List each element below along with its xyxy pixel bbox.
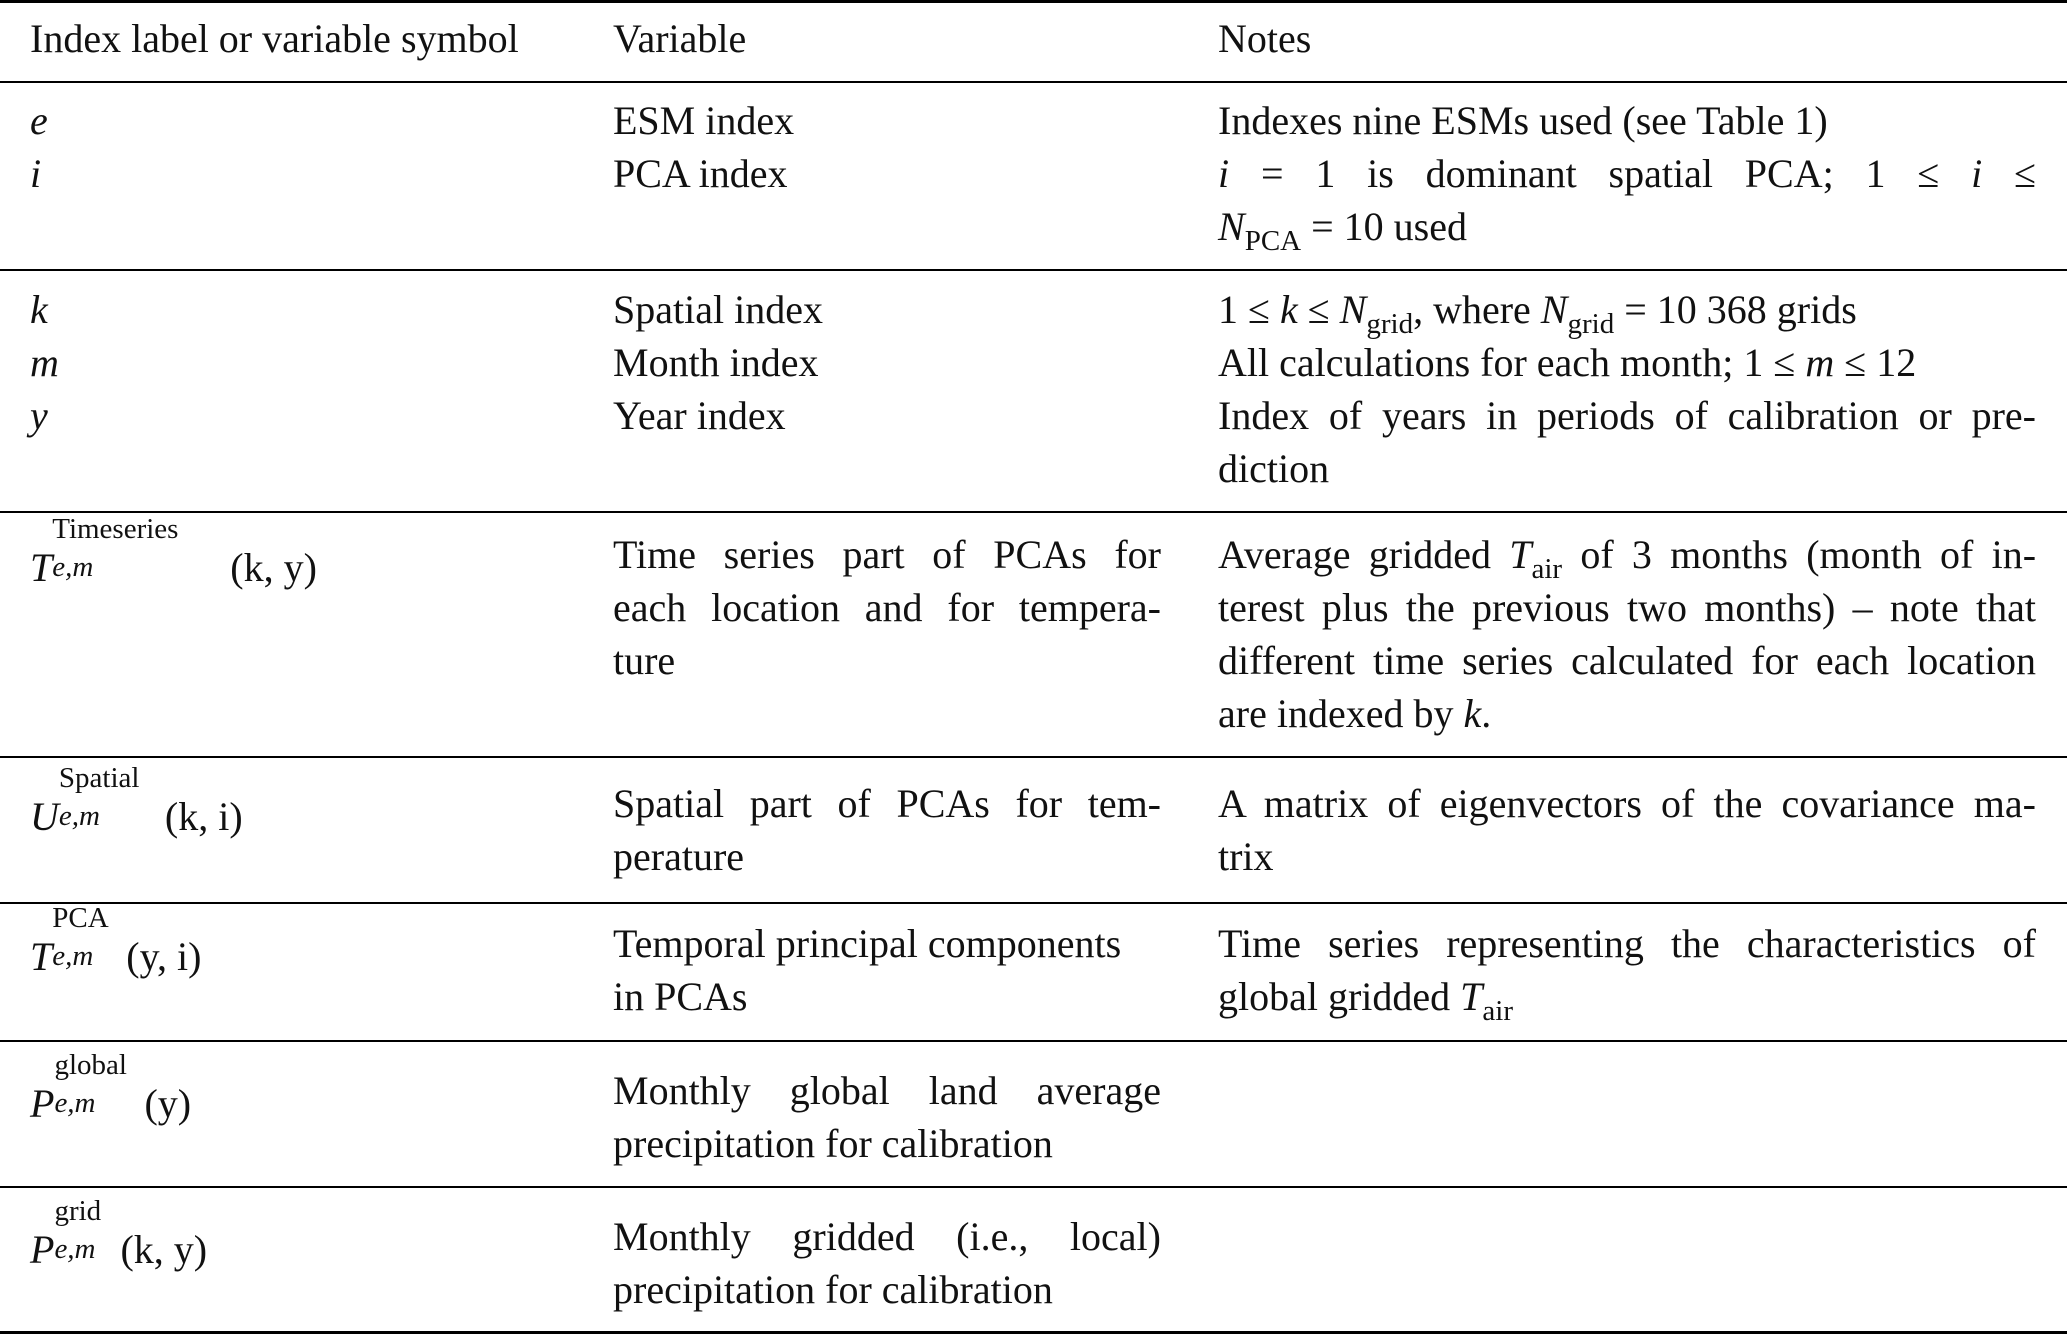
row-i-symbol: i — [30, 151, 42, 196]
row-m-symbol: m — [30, 340, 59, 385]
row-y-notes-line2: diction — [1218, 446, 1330, 491]
row-e-notes: Indexes nine ESMs used (see Table 1) — [1218, 98, 1828, 143]
row-t-pca-notes-line2: global gridded $T_{air}$ — [1218, 974, 1514, 1027]
row-k-symbol: k — [30, 287, 48, 332]
row-k-notes: $1 \le k \le N_{grid}$, where $N_{grid} = 10$ 368 grids — [1218, 287, 1857, 340]
row-k-variable: Spatial index — [613, 287, 823, 332]
row-t-pca-variable-line1: Temporal principal components — [613, 921, 1122, 966]
row-p-global-variable-line2: precipitation for calibration — [613, 1121, 1053, 1166]
header-notes: Notes — [1218, 16, 1312, 61]
row-t-pca-notes-line1: Time series representing the characteristics of — [1218, 921, 2036, 966]
row-t-timeseries-notes-line4: are indexed by k. — [1218, 691, 1492, 736]
group-rule-2 — [0, 511, 2067, 513]
row-p-grid-variable-line1: Monthly gridded (i.e., local) — [613, 1214, 1161, 1259]
group-rule-1 — [0, 269, 2067, 271]
row-m-notes: All calculations for each month; 1 ≤ m ≤ 12 — [1218, 340, 1917, 385]
row-p-global-variable-line1: Monthly global land average — [613, 1068, 1161, 1113]
header-index-label: Index label or variable symbol — [30, 16, 519, 61]
row-y-symbol: y — [30, 393, 48, 438]
group-rule-4 — [0, 902, 2067, 904]
row-t-timeseries-variable-line1: Time series part of PCAs for — [613, 532, 1161, 577]
row-p-grid-variable-line2: precipitation for calibration — [613, 1267, 1053, 1312]
row-u-spatial-variable-line2: perature — [613, 834, 745, 879]
row-t-timeseries-symbol: T Timeseries e,m (k, y) — [30, 513, 317, 590]
row-u-spatial-notes-line2: trix — [1218, 834, 1274, 879]
header-rule — [0, 81, 2067, 83]
row-y-notes-line1: Index of years in periods of calibration or pre- — [1218, 393, 2036, 438]
row-t-timeseries-notes-line1: Average gridded $T_{air}$ of 3 months (month of in- — [1218, 532, 2037, 585]
row-t-pca-variable-line2: in PCAs — [613, 974, 748, 1019]
group-rule-3 — [0, 756, 2067, 758]
header-variable: Variable — [613, 16, 747, 61]
table-bottom-rule — [0, 1331, 2067, 1334]
row-e-variable: ESM index — [613, 98, 795, 143]
group-rule-5 — [0, 1040, 2067, 1042]
row-i-notes-line1: i = 1 is dominant spatial PCA; 1 ≤ i ≤ — [1218, 151, 2037, 196]
row-t-timeseries-notes-line3: different time series calculated for each location — [1218, 638, 2036, 683]
row-p-grid-symbol: P grid e,m (k, y) — [30, 1195, 208, 1272]
row-u-spatial-symbol: U Spatial e,m (k, i) — [30, 762, 243, 839]
row-e-symbol: e — [30, 98, 48, 143]
row-m-variable: Month index — [613, 340, 819, 385]
row-u-spatial-notes-line1: A matrix of eigenvectors of the covariance ma- — [1218, 781, 2036, 826]
row-i-variable: PCA index — [613, 151, 788, 196]
row-t-timeseries-notes-line2: terest plus the previous two months) – note that — [1218, 585, 2036, 630]
row-t-pca-symbol: T PCA e,m (y, i) — [30, 902, 202, 979]
row-y-variable: Year index — [613, 393, 786, 438]
row-p-global-symbol: P global e,m (y) — [30, 1049, 192, 1126]
group-rule-6 — [0, 1186, 2067, 1188]
row-u-spatial-variable-line1: Spatial part of PCAs for tem- — [613, 781, 1161, 826]
row-t-timeseries-variable-line2: each location and for tempera- — [613, 585, 1161, 630]
row-t-timeseries-variable-line3: ture — [613, 638, 676, 683]
row-i-notes-line2: $N_{PCA} = 10$ used — [1218, 204, 1467, 257]
table-top-rule — [0, 0, 2067, 3]
